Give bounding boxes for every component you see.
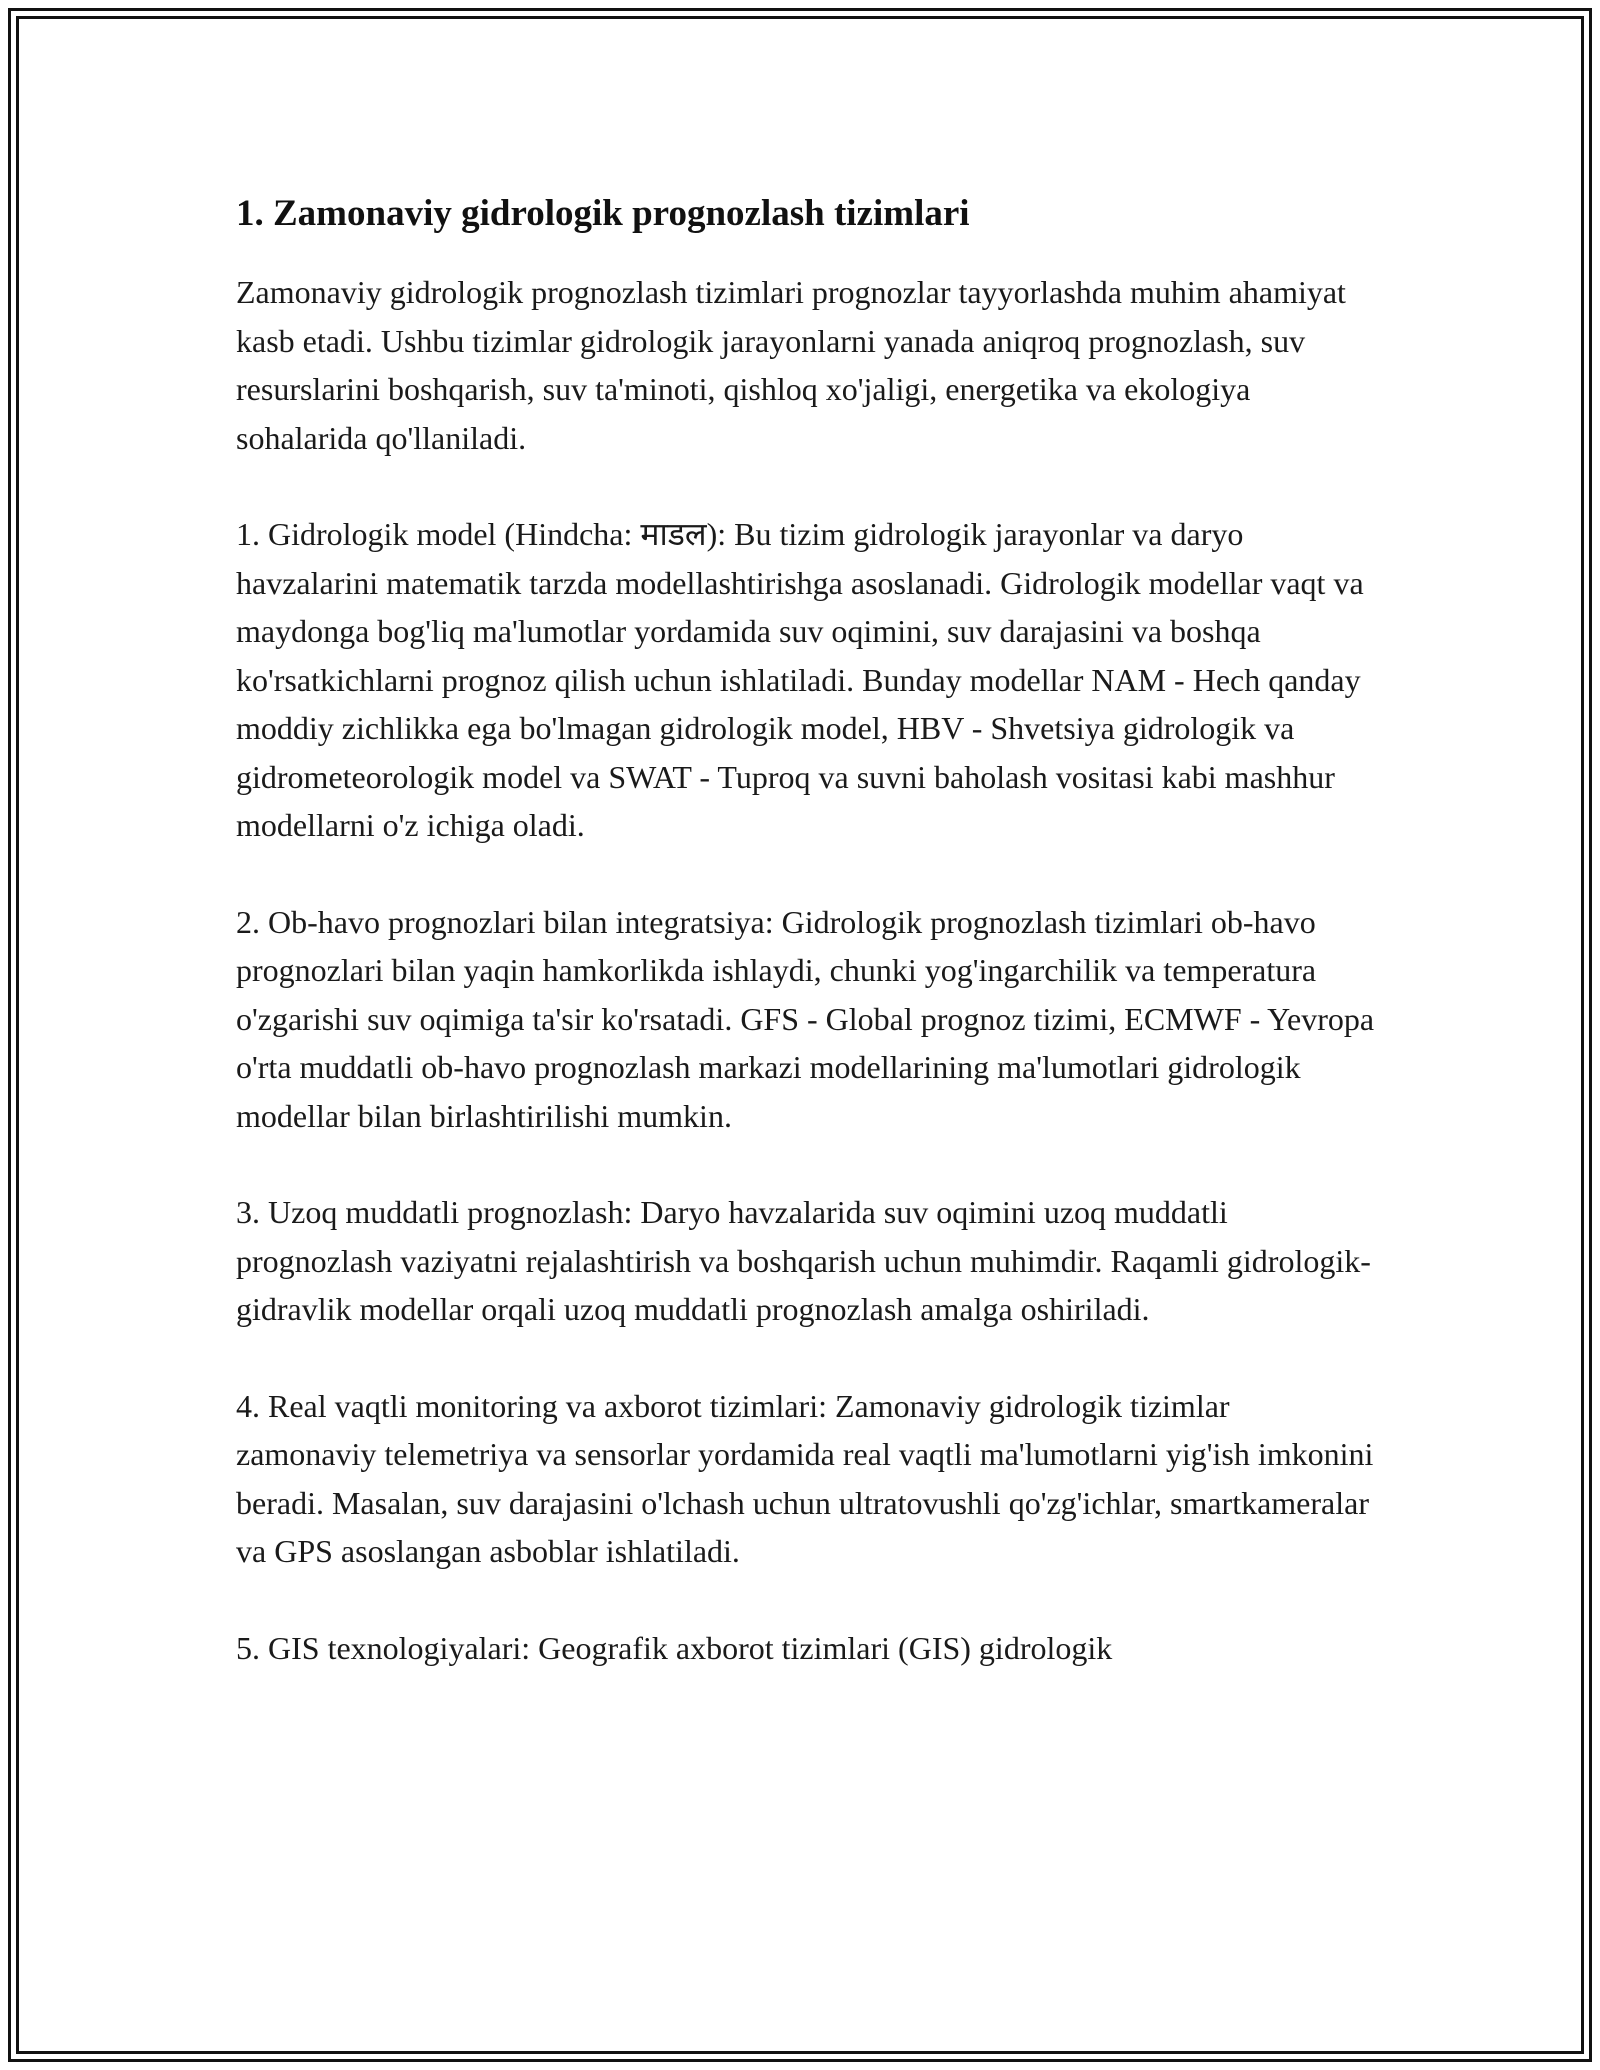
paragraph-weather-integration: 2. Ob-havo prognozlari bilan integratsiya: Gidrologik prognozlash tizimlari ob-havo prognozlari bilan yaqin hamkorlikda ishlaydi, chunki yog'ingarchilik va temperatura o'zgarishi suv oqimiga ta'sir ko'rsatadi. GFS - Global prognoz tizimi, ECMWF - Yevropa o'rta muddatli ob-havo prognozlash markazi modellarining ma'lumotlari gidrologik modellar bilan birlashtirilishi mumkin. (236, 903, 1375, 1134)
paragraph-hydrological-model: 1. Gidrologik model (Hindcha: माडल): Bu tizim gidrologik jarayonlar va daryo havzalarini matematik tarzda modellashtirishga asoslanadi. Gidrologik modellar vaqt va maydonga bog'liq ma'lumotlar yordamida suv oqimini, suv darajasini va boshqa ko'rsatkichlarni prognoz qilish uchun ishlatiladi. Bunday modellar NAM - Hech qanday moddiy zichlikka ega bo'lmagan gidrologik model, HBV - Shvetsiya gidrologik va gidrometeorologik model va SWAT - Tuproq va suvni baholash vositasi kabi mashhur modellarni o'z ichiga oladi. (236, 516, 1364, 843)
document-title: 1. Zamonaviy gidrologik prognozlash tizimlari (236, 193, 970, 234)
document-body (236, 186, 1376, 1720)
paragraph-realtime-monitoring: 4. Real vaqtli monitoring va axborot tizimlari: Zamonaviy gidrologik tizimlar zamonaviy telemetriya va sensorlar yordamida real vaqtli ma'lumotlarni yig'ish imkonini beradi. Masalan, suv darajasini o'lchash uchun ultratovushli qo'zg'ichlar, smartkameralar va GPS asoslangan asboblar ishlatiladi. (236, 1387, 1374, 1569)
paragraph-long-term-forecast: 3. Uzoq muddatli prognozlash: Daryo havzalarida suv oqimini uzoq muddatli prognozlash vaziyatni rejalashtirish va boshqarish uchun muhimdir. Raqamli gidrologik- gidravlik modellar orqali uzoq muddatli prognozlash amalga oshiriladi. (236, 1194, 1371, 1327)
paragraph-gis-technologies: 5. GIS texnologiyalari: Geografik axborot tizimlari (GIS) gidrologik (236, 1629, 1113, 1666)
intro-paragraph: Zamonaviy gidrologik prognozlash tizimlari prognozlar tayyorlashda muhim ahamiyat kasb etadi. Ushbu tizimlar gidrologik jarayonlarni yanada aniqroq prognozlash, suv resurslarini boshqarish, suv ta'minoti, qishloq xo'jaligi, energetika va ekologiya sohalarida qo'llaniladi. (236, 274, 1346, 456)
